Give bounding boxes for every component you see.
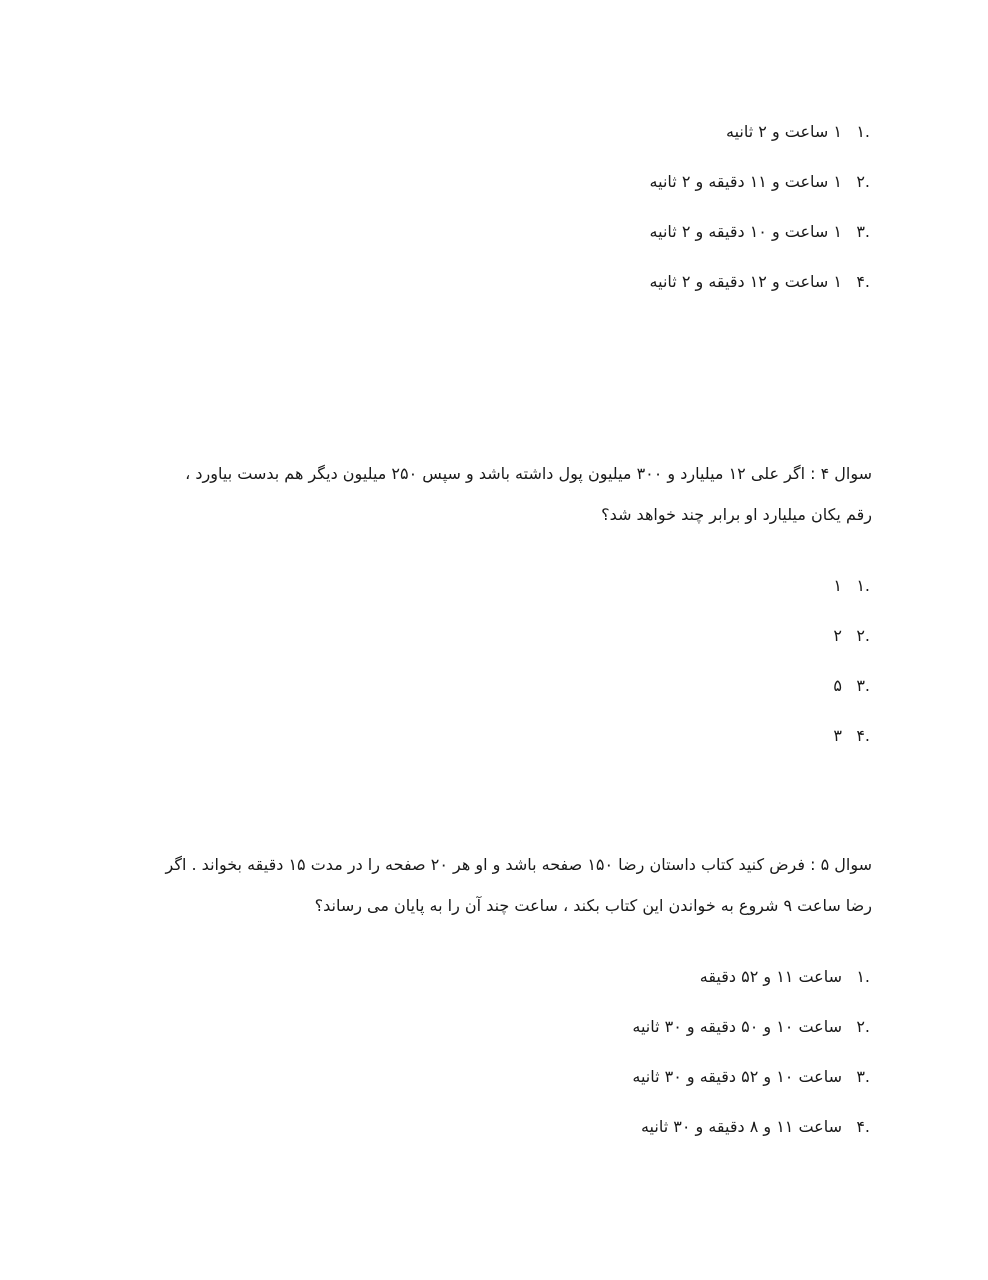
option-number: .۱: [856, 967, 870, 986]
option-number: .۳: [856, 1067, 870, 1086]
option-text: ۵: [833, 676, 842, 695]
option-item: [632, 952, 870, 1002]
option-item: [632, 1002, 870, 1052]
option-number: .۳: [856, 676, 870, 695]
question-5-text: [112, 844, 872, 926]
option-number: .۳: [856, 222, 870, 241]
prev-question-options: [650, 107, 870, 307]
option-text: ۱ ساعت و ۲ ثانیه: [726, 122, 842, 141]
option-item: [833, 561, 870, 611]
option-item: [833, 611, 870, 661]
option-text: ساعت ۱۰ و ۵۰ دقیقه و ۳۰ ثانیه: [632, 1017, 842, 1036]
question-4-options: [833, 561, 870, 761]
question-5-options: [632, 952, 870, 1152]
option-number: .۱: [856, 122, 870, 141]
option-number: .۴: [856, 726, 870, 745]
question-5-line-1: سوال ۵ : فرض کنید کتاب داستان رضا ۱۵۰ صفحه باشد و او هر ۲۰ صفحه را در مدت ۱۵ دقیقه بخواند . اگر: [165, 855, 872, 874]
option-text: ۳: [833, 726, 842, 745]
option-item: [833, 661, 870, 711]
option-text: ۲: [833, 626, 842, 645]
option-number: .۴: [856, 272, 870, 291]
question-5-line-2: رضا ساعت ۹ شروع به خواندن این کتاب بکند ، ساعت چند آن را به پایان می رساند؟: [314, 896, 872, 915]
option-number: .۲: [856, 172, 870, 191]
option-text: ساعت ۱۰ و ۵۲ دقیقه و ۳۰ ثانیه: [632, 1067, 842, 1086]
option-item: [632, 1052, 870, 1102]
question-4-line-1: سوال ۴ : اگر علی ۱۲ میلیارد و ۳۰۰ میلیون پول داشته باشد و سپس ۲۵۰ میلیون دیگر هم بدست بیاورد ،: [185, 464, 872, 483]
option-item: [632, 1102, 870, 1152]
option-text: ۱ ساعت و ۱۰ دقیقه و ۲ ثانیه: [649, 222, 842, 241]
option-text: ۱ ساعت و ۱۱ دقیقه و ۲ ثانیه: [649, 172, 842, 191]
option-item: [650, 107, 870, 157]
option-text: ۱: [833, 576, 842, 595]
option-number: .۲: [856, 1017, 870, 1036]
option-number: .۴: [856, 1117, 870, 1136]
option-number: .۱: [856, 576, 870, 595]
option-text: ساعت ۱۱ و ۸ دقیقه و ۳۰ ثانیه: [640, 1117, 842, 1136]
option-number: .۲: [856, 626, 870, 645]
option-text: ۱ ساعت و ۱۲ دقیقه و ۲ ثانیه: [649, 272, 842, 291]
question-4-text: [112, 453, 872, 535]
option-item: [650, 257, 870, 307]
option-item: [833, 711, 870, 761]
question-4-line-2: رقم یکان میلیارد او برابر چند خواهد شد؟: [601, 505, 872, 524]
option-text: ساعت ۱۱ و ۵۲ دقیقه: [699, 967, 842, 986]
option-item: [650, 157, 870, 207]
option-item: [650, 207, 870, 257]
